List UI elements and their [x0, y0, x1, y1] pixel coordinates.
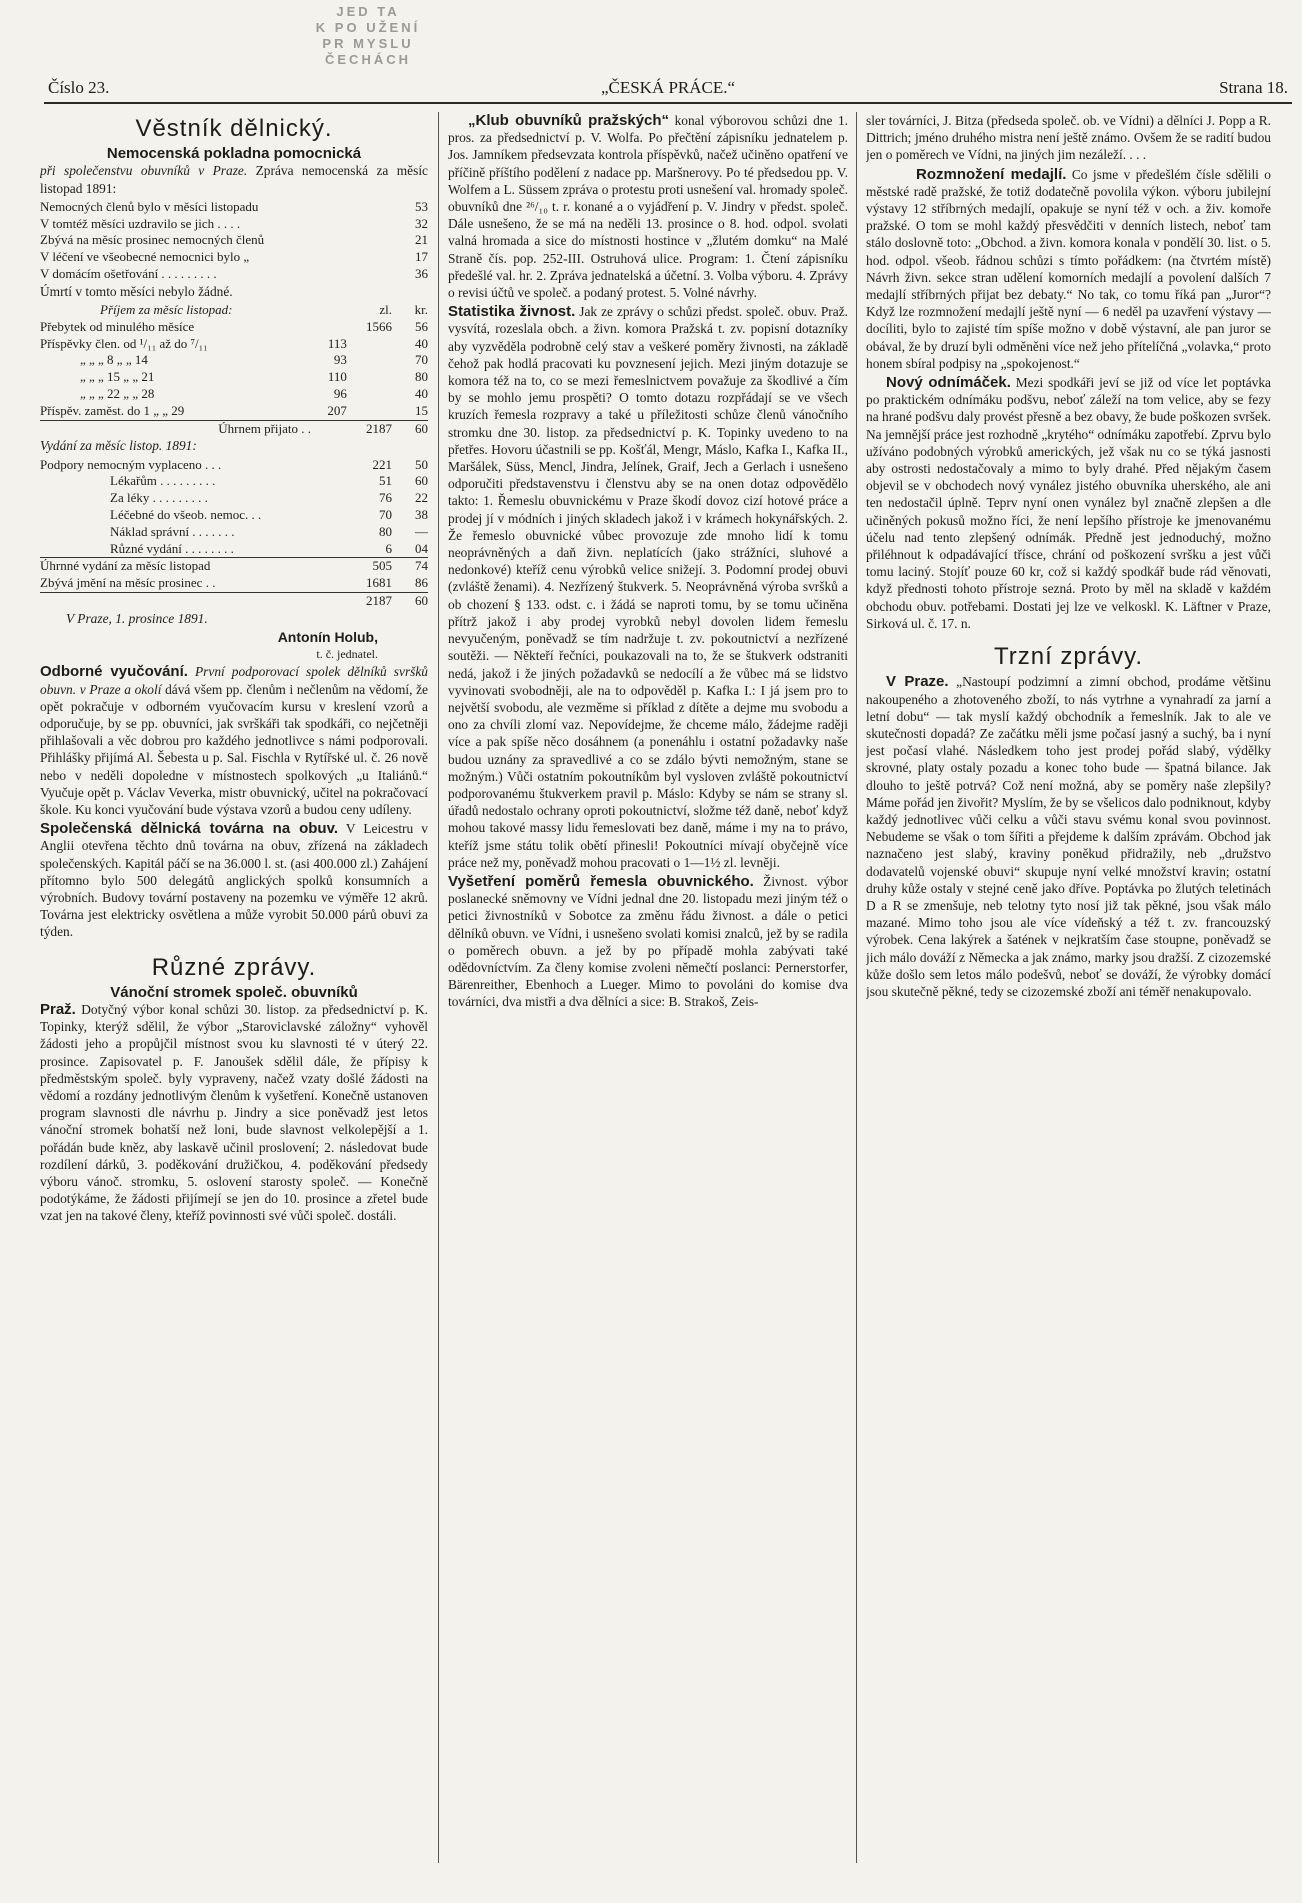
row-label: Různé vydání . . . . . . . .: [110, 540, 234, 556]
table-row: [40, 249, 428, 266]
stamp-line: ČECHÁCH: [325, 52, 411, 67]
table-row: [40, 403, 428, 420]
row-label: V tomtéž měsíci uzdravilo se jich . . . .: [40, 215, 241, 231]
row-zl: 76: [379, 490, 392, 506]
row-kr: 40: [415, 335, 428, 351]
row-zl: 51: [379, 473, 392, 489]
row-zl: 1566: [366, 318, 392, 334]
table-row: [40, 369, 428, 386]
table-row: [40, 336, 428, 353]
article-tovarna: [40, 820, 428, 940]
article-odnimacek: [866, 374, 1271, 632]
row-kr: 70: [415, 352, 428, 368]
table-row: [40, 319, 428, 336]
column-1: [40, 112, 428, 1863]
row-label: „ „ „ 15 „ „ 21: [80, 369, 155, 385]
article-text: Jak ze zprávy o schůzi předst. společ. obuv. Praž. vysvítá, rozeslala obch. a živn. komora Pražská t. zv. popisní dotazníky aby vyzvěděla podrobně celý stav a veškeré poměry živnosti, na základě čehož pak hodlá pracovati ku povznesení jejich. Mezi jiným dotazuje se komora též na to, co se mezi řemeslnictvem považuje za škodlivé a čím by se mohlo jemu prospěti? O tomto dotazu rozpřádají se ve všech kruzích řemesla rozpravy a také u příležitosti schůze členů vánočního stromku dne 30. listop. za předsednictví p. K. Topinky uvedeno to na přetřes. Hovoru účastnili se pp. Košťál, Mengr, Máslo, Kafka I., Kafka II., Maršálek, Süss, Mencl, Jindra, Jelínek, Graif, Jech a Gerlach i usnešeno odporučiti představenstvu i členstvu aby se na onen dotaz odpovědělo takto: 1. Řemeslu obuvnickému v Praze škodí dovoz cizí hotové práce a prodej jí v módních i jiných skladech jakož i v krámech hokynářských. 2. Že řemeslo obuvnické vůbec provozuje zde mnoho lidí k tomu neoprávněných a daň živn. neplatících (jako strážníci, sluhové a nedonkové) kteříž cenu výrobků velice snižejí. 3. Podomní prodej obuvi (zvláště ženami). 4. Nezřízený štukverk. 5. Neoprávněná výroba svršků a ob chození § 133. odst. c. i žádá se naproti tomu, by se tomu učiněna přítrž jakož i aby prodej vyrobků nebyl dovolen lidem řemeslu nevyučeným, poněvadž se tím nadržuje t. zv. pokoutnictví a nezřízené soutěži. — Někteří řečníci, poukazovali na to, že se štukverk odstraniti nedá, jakož i že jiných požadavků se nedocílí a že vůbec má se lidstvo vyvinovati svobodněji, ale na to odpověděl p. Kafka I.: I já jsem pro to největší svobodu, ale vezměme si příklad z dítěte a dejme mu svobodu a ono za chvíli zlomí vaz. Nepovídejme, že chceme málo, žádejme raději více a pak spíše něco dosáhnem (a ponenáhlu i ostatní požadavky naše budou uznány za spravedlivé a co se zdálo bývti nemožným, stane se možným.) Vůči ostatním pokoutníkům byl vysloven zvláště pokoutnictví podporovanému štukverkem pravil p. Máslo: Kdyby se nám se strany sl. úřadů nedostalo ochrany oproti pokoutnictví, složme též daně, neboť když mohou takové massy lidu řemeslovati bez daně, máme i my na to právo, kteříž jsme státu tolik obětí přinesli! Pokoutníci mívají obyčejně více práce než my, poněvadž mohou pracovati o 1—1½ zl. levněji.: [448, 304, 848, 870]
table-row: [40, 457, 428, 474]
table-header-row: [40, 302, 428, 319]
library-stamp: [268, 4, 468, 82]
row-zl: 80: [379, 523, 392, 539]
article-vysetreni: [448, 873, 848, 1011]
row-label: Nemocných členů bylo v měsíci listopadu: [40, 198, 259, 214]
article-continuation: sler továrníci, J. Bitza (předseda společ. ob. ve Vídni) a dělníci J. Popp a R. Dittrich; jméno druhého mistra není ještě známo. Ovšem že se radití budou jen o poměrech ve Vídni, na jiných jim nezáleží. . . .: [866, 113, 1271, 163]
row-label: „ „ „ 22 „ „ 28: [80, 385, 155, 401]
total-row: [40, 420, 428, 437]
article-heading: Vánoční stromek společ. obuvníků: [110, 983, 358, 1001]
row-label: Zbývá na měsíc prosinec nemocných členů: [40, 232, 265, 248]
table-row: [40, 473, 428, 490]
row-kr: 22: [415, 490, 428, 506]
stamp-line: K PO UŽENÍ: [315, 20, 421, 35]
header-rule: [44, 102, 1292, 104]
place-name: V Praze.: [886, 673, 949, 691]
row-label: Příspěvky člen. od ¹/₁₁ až do ⁷/₁₁: [40, 335, 208, 351]
intro-text: Zpráva nemocenská za měsíc listopad 1891:: [40, 163, 428, 196]
expense-table: [40, 457, 428, 610]
row-zl: 221: [372, 456, 392, 472]
row-label: V domácím ošetřování . . . . . . . . .: [40, 266, 217, 281]
italic-text: První podporovací spolek dělníků svršků obuvn. v Praze a okolí: [40, 664, 428, 697]
row-zl: 1681: [366, 575, 392, 591]
row-value: 32: [415, 215, 428, 231]
total-zl: 2187: [347, 420, 392, 437]
row-partial: 110: [327, 369, 347, 385]
issue-number: Číslo 23.: [48, 78, 110, 97]
sick-table: [40, 199, 428, 283]
death-note: Úmrtí v tomto měsíci nebylo žádné.: [40, 283, 233, 299]
intro-italic: při společenstvu obuvníků v Praze.: [40, 163, 248, 179]
signer-name: Antonín Holub,: [277, 628, 378, 645]
article-heading: Odborné vyučování.: [40, 663, 188, 681]
article-text: dává všem pp. členům i nečlenům na vědomí, že opět pokračuje v odborném vyučovacím kursu v kreslení vzorů a odporučuje, by se pp. obuvníci, jak svrškáři tak spodkáři, co nejčetněji přihlašovali a věc dobrou pro každého jednotlivce s námi podporovali. Přihlášky přijímá Al. Šebesta u p. Sal. Fischla v Rytířské ul. č. 26 nově nebo v neděli dopoledne v místnostech spolkových „u Italiánů.“ Vyučuje opět p. Václav Veverka, mistr obuvnický, učitel na pokračovací škole. Ku konci vyučování bude výstava vzorů a budou ceny udíleny.: [40, 681, 428, 817]
row-label: V léčení ve všeobecné nemocnici bylo „: [40, 249, 250, 265]
row-kr: 50: [415, 456, 428, 472]
section-title: Věstník dělnický.: [135, 115, 333, 142]
article-klub: [448, 112, 848, 301]
article-heading: Společenská dělnická továrna na obuv.: [40, 820, 338, 838]
stamp-line: PR MYSLU: [322, 36, 414, 51]
unit-zl: zl.: [379, 302, 392, 317]
total-zl: 505: [348, 558, 392, 575]
column-3: [866, 112, 1271, 1863]
table-row: [40, 490, 428, 507]
article-text: Mezi spodkáři jeví se již od více let poptávka po praktickém odnímáku podšvu, neboť záleží na tom velice, aby se fezy na hrané podšvu daly provést přesně a bez obavy, že bude poškozen svršek. Na jemnější práce jest rozhodně „krytého“ odnímáku zapotřebí. Zprvu bylo užíváno podobných výrobků amerických, jež však nu co se týká jasnosti aby ostrosti nedostačovaly a mimo to byly drahé. Před nějakým časem objevil se v obchodech nový vynález jistého obuvníka uherského, ale ani ten nedostačil úplně. Teprv nyní onen vynález byl značně zlepšen a dle učiněných pokusů možno říci, že není lepšího přístroje ke jmenovanému účelu nad tento zlepšený odnímák. Předně jest jednoduchý, možno přiléhnout k odpadávající třísce, chrání od poškození svršku a jest vůči tomu laciný. Stojíť pouze 60 kr, což si každý spodkář bude rád věnovati, když přednosti tohoto přístroje sezná. Proto by měl na skladě v každém obchodu obuv. potřebami. Dostati jej lze ve velkoskl. K. Läftner v Praze, Sirková ul. č. 17. n.: [866, 375, 1271, 631]
article-intro: [40, 162, 428, 196]
row-zl: 70: [379, 506, 392, 522]
table-row: [40, 541, 428, 558]
signature: [40, 629, 378, 646]
article-heading: Rozmnožení medajlí.: [916, 165, 1067, 183]
row-kr: 38: [415, 506, 428, 522]
article-heading: Nový odnímáček.: [886, 374, 1011, 392]
row-label: Příspěv. zaměst. do 1 „ „ 29: [40, 402, 185, 418]
table-row: [40, 216, 428, 233]
article-text: Dotyčný výbor konal schůzi 30. listop. za předsednictví p. K. Topinky, kterýž sdělil, že výbor „Staroviclavské záložny“ vyhověl žádosti jeho a propůjčil místnost svou ku slavnosti té v úterý 22. prosince. Zapisovatel p. F. Janoušek sdělil dále, že přípisy k předměstským společ. byly vypraveny, načež vzaty došlé žádosti na vědomí a rozdány jednotlivým členům k vyšetření. Konečně ustanoven program slavnosti dle návrhu p. Jindry a sice poněvadž jest letos vánoční stromek bohatší než loni, bude slavnost velkolepější a 1. pořádán bude kněz, aby laskavě učinil proslovení; 2. následovat bude rozdílení dárků, 3. poděkování družičkou, 4. poděkování předsedy výboru vánoč. stromku, 5. oslovení starosty společ. — Konečně podotýkáme, že žádosti přijímejí se jen do 10. prosince a zřetel bude vzat jen na takové členy, kteříž povinnosti své vůči společ. dostáli.: [40, 1002, 428, 1224]
income-heading: Příjem za měsíc listopad:: [100, 302, 233, 317]
article-text: V Leicestru v Anglii otevřena těchto dnů továrna na obuv, zřízená na základech společenských. Kapitál páčí se na 36.000 l. st. (asi 400.000 zl.) Zahájení přítomno bylo 500 delegátů anglických spolků konsumních a výrobních. Budovy tovární postaveny na pozemku ve výměře 12 akrů. Továrna jest elektricky osvětlena a může vyrobit 50.000 párů obuvi za týden.: [40, 821, 428, 940]
row-kr: —: [415, 523, 428, 539]
page-number: Strana 18.: [1219, 78, 1288, 97]
article-stromek: [40, 1001, 428, 1225]
row-value: 53: [415, 198, 428, 214]
table-row: [40, 575, 428, 592]
row-zl: [347, 369, 392, 386]
row-value: 21: [415, 232, 428, 248]
table-row: [40, 199, 428, 216]
row-zl: [347, 336, 392, 353]
article-text: Živnost. výbor poslanecké sněmovny ve Vídni jednal dne 20. listopadu mezi jiným též o petici živnostníků v Sobotce za změnu řádu živnost. a dále o petici dělníků obuvn. ve Vídni, i usnešeno svolati komisi znalců, jež by se radila o poměrech obuvn. a jež by po případě mohla zabývati také odědovníctvím. Za členy komise zvoleni němečtí poslanci: Pernerstorfer, Bärenreither, Ebenhoch a Lueger. Mimo to povoláni do komise dva továrníci, dva mistři a dva dělníci a sice: B. Strakoš, Zeis-: [448, 873, 848, 1010]
row-label: Náklad správní . . . . . . .: [110, 523, 235, 539]
table-row: [40, 352, 428, 369]
newspaper-title: „ČESKÁ PRÁCE.“: [600, 78, 736, 97]
total-label: Úhrnem přijato . .: [40, 420, 311, 437]
row-zl: [347, 386, 392, 403]
signer-role: t. č. jednatel.: [316, 647, 378, 662]
row-partial: 207: [327, 402, 347, 418]
stamp-line: JED TA: [336, 4, 400, 19]
article-heading: Vyšetření poměrů řemesla obuvnického.: [448, 872, 754, 890]
table-row: [40, 507, 428, 524]
row-partial: 93: [333, 352, 347, 368]
row-value: 17: [415, 249, 428, 265]
row-label: „ „ „ 8 „ „ 14: [80, 352, 148, 368]
row-value: 36: [415, 266, 428, 281]
article-heading: „Klub obuvníků pražských“: [468, 112, 670, 129]
row-zl: [347, 352, 392, 369]
row-kr: 04: [415, 540, 428, 556]
total-label: Úhrnné vydání za měsíc listopad: [40, 558, 348, 575]
row-label: Lékařům . . . . . . . . .: [110, 473, 216, 489]
article-text: „Nastoupí podzimní a zimní obchod, prodáme většinu nakoupeného a zhotoveného zboží, to nás vytrhne a vynahradí za jarní a letní dobu“ — tak myslí každý obchodník a řemeslník. Jak to ale ve skutečnosti dopadá? Ze začátku měli jsme počasí jasný a suchý, ba i nyní jest počasí vlahé. Následkem toho jest prodej pořád slabý, výdělky skrovné, platy ostaly pozadu a konec toho bude — špatná bilance. Jak dlouho to ještě potrvá? Což není možná, aby se poměry naše zlepšily? Máme pořád jen živořit? Myslím, že by se všelicos dalo podniknout, kdyby každý jednotlivec vůči celku a vůči stavu svému konal svou povinnost. Nebudeme se však o tom šířiti a přejdeme k dalším zprávám. Obchod jak naznačeno jest slabý, kraviny poněkud přidražily, neb „družstvo dodavatelů vojenské obuvi“ skupuje nyní velké množství kravin; ostatní druhy kůže ostaly v stejné ceně jako dříve. Poptávka po žlutých teletinách D a R se zmenšuje, neb telotny tyto nosí již tak pěkné, jsou však málo mazané. Mimo toho jsou ale více vídeňský a též t. zv. francouzský výrobek. Cena lakýrek a šatének v nejkratším čase stoupne, poněvadž se jich málo dováží z Německa a jak známo, marky jsou dražší. Z cizozemské kůže došlo sem letos málo podešvů, neboť se dováží, že výrobky domácí jsou skutečně pěkné, tedy se cizozemské zboží ani téměř nenakupovalo.: [866, 674, 1271, 999]
article-trzni: [866, 673, 1271, 1000]
total-row: [40, 558, 428, 575]
row-kr: 80: [415, 369, 428, 385]
row-kr: 15: [415, 402, 428, 418]
row-partial: 96: [333, 385, 347, 401]
row-zl: 6: [385, 540, 392, 556]
article-medajle: [866, 166, 1271, 372]
row-label: Zbývá jmění na měsíc prosinec . .: [40, 575, 216, 591]
column-divider: [438, 112, 439, 1863]
row-kr: 40: [415, 385, 428, 401]
row-label: Léčebné do všeob. nemoc. . .: [110, 506, 262, 522]
expense-heading: Vydání za měsíc listop. 1891:: [40, 438, 197, 454]
grand-kr: 60: [392, 592, 428, 609]
table-row: [40, 386, 428, 403]
total-kr: 74: [392, 558, 428, 575]
income-table: [40, 302, 428, 437]
row-label: Podpory nemocným vyplaceno . . .: [40, 456, 222, 472]
table-row: [40, 232, 428, 249]
article-heading: Statistika živnost.: [448, 303, 576, 321]
article-text: Co jsme v předešlém čísle sdělili o městské radě pražské, že totiž dodatečně povolila výkon. výboru jubilejní výstavy 12 stříbrných medajlí, opakuje se nyní též v och. a živ. komoře pražské. O tom se mohl každý přesvědčiti v denních listech, neboť tam stálo doslovně toto: „Obchod. a živn. komora konala v pondělí 30. list. o 5. hod. odpol. všeob. řádnou schůzi s tímto pořádkem: (na čtvrtém místě) Návrh živn. sekce stran udělení komorních medajlí a povolení dalších 7 medajlí stříbrných přijat bez debaty.“ No tak, co tomu říká pan „Juror“? Když lze rozmnožení medajlí ještě nyní — 6 neděl pa uzavření výstavy — docíliti, bylo to zajisté tím spíše možno v době výstavní, ale pan juror se obával, že by druzí byli odměněni více než jeho přítelíčná „volavka,“ proto honem sbíral podpisy na „spokojenost.“: [866, 166, 1271, 371]
article-text: konal výborovou schůzi dne 1. pros. za předsednictví p. V. Wolfa. Po přečtění zápisníku jednatelem p. Jos. Jamníkem předsevzata kontrola příspěvků, načež učiněno opatření ve příčině příštího podělení z nadace pp. Maršnerovy. Po té předsedou pp. V. Wolfem a L. Süssem zpráva o protestu proti usnešení val. hromady společ. obuvníků dne ²⁶/₁₀ t. r. konané a o vyjádření p. V. Jindry v předst. společ. Dále usnešeno, že se má na neděli 13. prosince o 8. hod. odpol. svolati valná hromada a sice do místnosti hostince v „žlutém domku“ na Malé Straně čís. pop. 252-III. Ostruhová ulice. Program: 1. Čtení zápisníku předešlé val. hr. 2. Zpráva jednatelská a účetní. 3. Volba výboru. 4. Zprávy o revisi účtů ve společ. a podaný protest. 5. Volné návrhy.: [448, 113, 848, 301]
row-kr: 56: [415, 318, 428, 334]
grand-zl: 2187: [348, 592, 392, 609]
article-odborne: [40, 663, 428, 818]
row-kr: 86: [415, 575, 428, 591]
unit-kr: kr.: [414, 302, 428, 317]
place-date: V Praze, 1. prosince 1891.: [66, 610, 208, 626]
row-partial: [311, 319, 347, 336]
table-row: [40, 524, 428, 541]
place-name: Praž.: [40, 1001, 76, 1019]
article-heading: Nemocenská pokladna pomocnická: [106, 145, 362, 163]
grand-total-row: [40, 592, 428, 609]
article-statistika: [448, 303, 848, 871]
row-label: Za léky . . . . . . . . .: [110, 490, 208, 506]
page-header: [48, 78, 1288, 102]
row-zl: [347, 403, 392, 420]
row-label: Přebytek od minulého měsíce: [40, 318, 195, 334]
row-partial: 113: [327, 335, 347, 351]
total-kr: 60: [392, 420, 428, 437]
column-divider: [856, 112, 857, 1863]
section-title: Různé zprávy.: [151, 953, 317, 981]
section-title: Trzní zprávy.: [993, 643, 1144, 671]
table-row: [40, 266, 428, 283]
row-kr: 60: [415, 473, 428, 489]
column-2: [448, 112, 848, 1863]
